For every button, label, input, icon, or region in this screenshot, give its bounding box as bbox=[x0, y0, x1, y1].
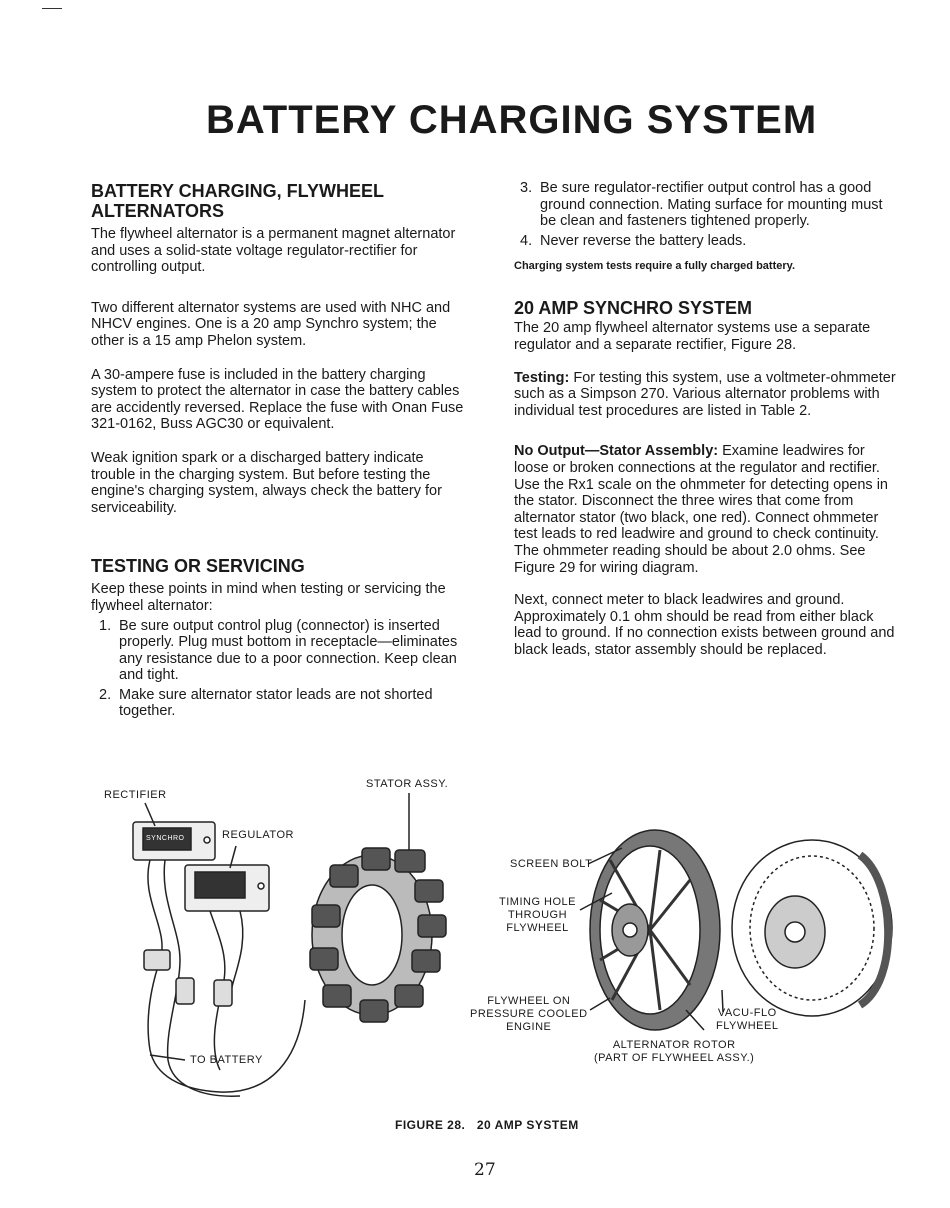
paragraph-systems: Two different alternator systems are used with NHC and NHCV engines. One is a 20 amp Synchro system; the other is a 15 amp Phelon system. bbox=[91, 299, 451, 349]
leader-flywheel-on bbox=[590, 998, 610, 1010]
paragraph-keep-points: Keep these points in mind when testing or servicing the flywheel alternator: bbox=[91, 581, 446, 614]
rectifier-screw bbox=[204, 837, 210, 843]
page-number: 27 bbox=[474, 1160, 496, 1180]
list-item: 4. Never reverse the battery leads. bbox=[520, 232, 747, 249]
list-item: 2. Make sure alternator stator leads are not shorted together. bbox=[99, 686, 433, 720]
paragraph-fuse: A 30-ampere fuse is included in the battery charging system to protect the alternator in case the battery cables are accidently reversed. Replace the fuse with Onan Fuse 321-0162, Buss AGC30 or equivalent. bbox=[91, 366, 464, 433]
stator-coil bbox=[330, 865, 358, 887]
stator-coil bbox=[395, 850, 425, 872]
regulator-screw bbox=[258, 883, 264, 889]
paragraph-synchro-intro: The 20 amp flywheel alternator systems use a separate regulator and a separate rectifier, Figure 28. bbox=[514, 320, 871, 353]
paragraph-next: Next, connect meter to black leadwires and ground. Approximately 0.1 ohm should be read from either black lead to ground. If no connection exists between ground and black leads, stator assembly should be replaced. bbox=[514, 592, 895, 658]
label-synchro: SYNCHRO bbox=[146, 835, 185, 842]
label-timing-hole: TIMING HOLE THROUGH FLYWHEEL bbox=[499, 896, 577, 934]
stator-coil bbox=[323, 985, 351, 1007]
stator-coil bbox=[415, 880, 443, 902]
flywheel-hole bbox=[623, 923, 637, 937]
connector-3 bbox=[214, 980, 232, 1006]
page-title: BATTERY CHARGING SYSTEM bbox=[206, 98, 818, 142]
regulator-plate bbox=[195, 872, 245, 898]
vacu-flo-hole bbox=[785, 922, 805, 942]
list-item: 3. Be sure regulator-rectifier output control has a good ground connection. Mating surface for mounting must be clean and fasteners tightened properly. bbox=[520, 180, 883, 230]
paragraph-no-output: No Output—Stator Assembly: Examine leadwires for loose or broken connections at the regulator and rectifier. Use the Rx1 scale on the ohmmeter for detecting opens in the stator. Disconnect the three wires that come from alternator stator (two black, one red). Connect ohmmeter test leads to red leadwire and ground to check continuity. The ohmmeter reading should be about 2.0 ohms. See Figure 29 for wiring diagram. bbox=[514, 443, 888, 576]
section-title-flywheel-alternators: BATTERY CHARGING, FLYWHEEL ALTERNATORS bbox=[91, 181, 384, 221]
label-screen-bolt: SCREEN BOLT bbox=[510, 858, 593, 870]
section-title-testing: TESTING OR SERVICING bbox=[91, 556, 305, 577]
connector-1 bbox=[144, 950, 170, 970]
leader-rotor bbox=[686, 1010, 704, 1030]
note-fully-charged: Charging system tests require a fully charged battery. bbox=[514, 260, 795, 273]
label-flywheel-on: FLYWHEEL ON PRESSURE COOLED ENGINE bbox=[470, 995, 588, 1033]
label-vacu-flo: VACU-FLO FLYWHEEL bbox=[716, 1007, 779, 1032]
stator-coil bbox=[312, 905, 340, 927]
stator-coil bbox=[310, 948, 338, 970]
stator-coil bbox=[360, 1000, 388, 1022]
list-item: 1. Be sure output control plug (connector) is inserted properly. Plug must bottom in receptacle—eliminates any resistance due to a poor connection. Keep clean and tight. bbox=[99, 617, 458, 684]
label-to-battery: TO BATTERY bbox=[190, 1054, 263, 1066]
stator-center bbox=[342, 885, 402, 985]
paragraph-testing: Testing: For testing this system, use a voltmeter-ohmmeter such as a Simpson 270. Various alternator problems with individual test procedures are listed in Table 2. bbox=[514, 369, 896, 419]
stator-coil bbox=[418, 915, 446, 937]
paragraph-weak-spark: Weak ignition spark or a discharged battery indicate trouble in the charging system. But before testing the engine's charging system, always check the battery for serviceability. bbox=[91, 449, 442, 516]
stator-coil bbox=[362, 848, 390, 870]
label-stator: STATOR ASSY. bbox=[366, 778, 449, 790]
label-regulator: REGULATOR bbox=[222, 829, 294, 841]
connector-2 bbox=[176, 978, 194, 1004]
paragraph-intro: The flywheel alternator is a permanent magnet alternator and uses a solid-state voltage regulator-rectifier for controlling output. bbox=[91, 226, 456, 276]
section-title-synchro: 20 AMP SYNCHRO SYSTEM bbox=[514, 298, 753, 319]
figure-caption: FIGURE 28. 20 AMP SYSTEM bbox=[395, 1118, 579, 1132]
stator-coil bbox=[412, 950, 440, 972]
label-alternator-rotor: ALTERNATOR ROTOR (PART OF FLYWHEEL ASSY.) bbox=[594, 1039, 755, 1064]
label-rectifier: RECTIFIER bbox=[104, 789, 167, 801]
stator-coil bbox=[395, 985, 423, 1007]
